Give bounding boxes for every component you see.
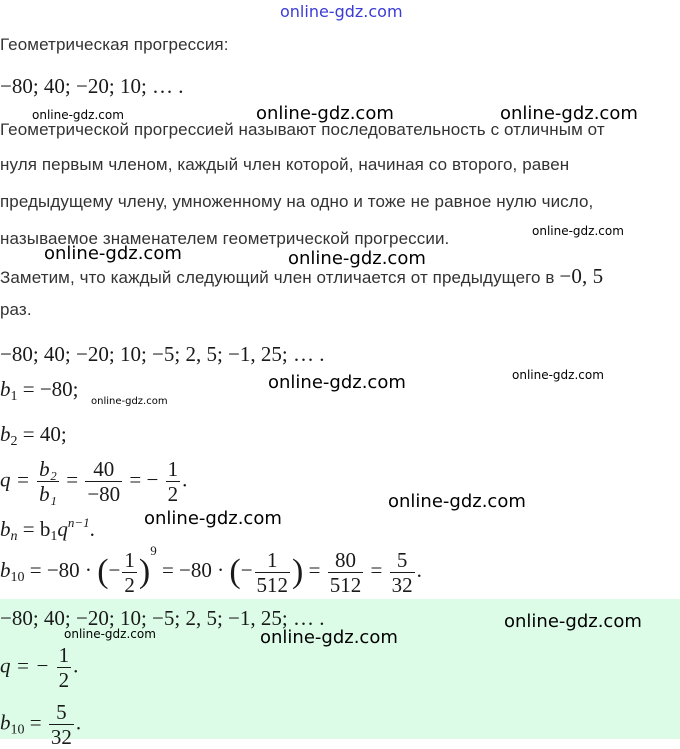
fraction-80-512: $\frac{80}{512}$	[329, 547, 362, 597]
b10-computation: $b_{10} = -80$ · (− $\frac{1}{2}$ )$^9$ = −80 · (− $\frac{1}{512}$ ) = $\frac{80}{512}$ = $\frac{5}{32}$ .	[0, 543, 422, 597]
site-header-link[interactable]: online-gdz.com	[280, 2, 403, 21]
fraction-1-512: $\frac{1}{512}$	[256, 547, 289, 597]
fraction-1-2: $\frac{1}{2}$	[167, 457, 179, 506]
ratio-value: −0, 5	[559, 264, 604, 288]
problem-heading: Геометрическая прогрессия:	[0, 35, 229, 54]
watermark: online-gdz.com	[44, 243, 182, 264]
sequence-full: −80; 40; −20; 10; −5; 2, 5; −1, 25; … .	[0, 342, 325, 366]
fraction-5-32: $\frac{5}{32}$	[391, 547, 413, 597]
answer-b10: $b_{10}$ = $\frac{5}{32}$ .	[0, 700, 82, 749]
answer-sequence: −80; 40; −20; 10; −5; 2, 5; −1, 25; … .	[0, 606, 325, 630]
answer-q: q = − $\frac{1}{2}$ .	[0, 643, 79, 692]
watermark: online-gdz.com	[532, 224, 624, 238]
definition-line-3: предыдущему члену, умноженному на одно и тоже не равное нулю число,	[0, 192, 594, 211]
fraction-b2-b1: $\frac{\text{b₂}}{\text{b₁}}$	[39, 457, 57, 506]
watermark: online-gdz.com	[512, 368, 604, 382]
fraction-40-neg80: $\frac{40}{-80}$	[87, 457, 121, 506]
definition-line-4: называемое знаменателем геометрической прогрессии.	[0, 229, 450, 248]
watermark: online-gdz.com	[256, 103, 394, 124]
b2-equation: $b_2 = 40$;	[0, 422, 67, 449]
watermark: online-gdz.com	[91, 396, 168, 407]
definition-line-1: Геометрической прогрессией называют последовательность с отличным от	[0, 120, 605, 139]
q-equation: q = $\frac{\text{b₂}}{\text{b₁}}$ = $\frac{40}{-80}$ = − $\frac{1}{2}$ .	[0, 457, 188, 506]
watermark: online-gdz.com	[504, 611, 642, 632]
note-line-2: раз.	[0, 300, 32, 319]
watermark: online-gdz.com	[500, 103, 638, 124]
bn-formula: $b_n = b_1q^{n-1}$.	[0, 515, 95, 544]
watermark: online-gdz.com	[260, 627, 398, 648]
watermark: online-gdz.com	[64, 627, 156, 641]
note-text: Заметим, что каждый следующий член отличается от предыдущего в	[0, 268, 555, 287]
watermark: online-gdz.com	[144, 508, 282, 529]
watermark: online-gdz.com	[32, 108, 124, 122]
watermark: online-gdz.com	[388, 491, 526, 512]
answer-fraction-1-2: $\frac{1}{2}$	[58, 643, 70, 692]
fraction-1-2-b: $\frac{1}{2}$	[124, 547, 135, 597]
b1-equation: $b_1 = -80$;	[0, 377, 79, 404]
watermark: online-gdz.com	[288, 248, 426, 269]
answer-fraction-5-32: $\frac{5}{32}$	[50, 700, 72, 749]
definition-line-2: нуля первым членом, каждый член которой, начиная со второго, равен	[0, 155, 570, 174]
sequence-short: −80; 40; −20; 10; … .	[0, 74, 184, 98]
watermark: online-gdz.com	[268, 372, 406, 393]
